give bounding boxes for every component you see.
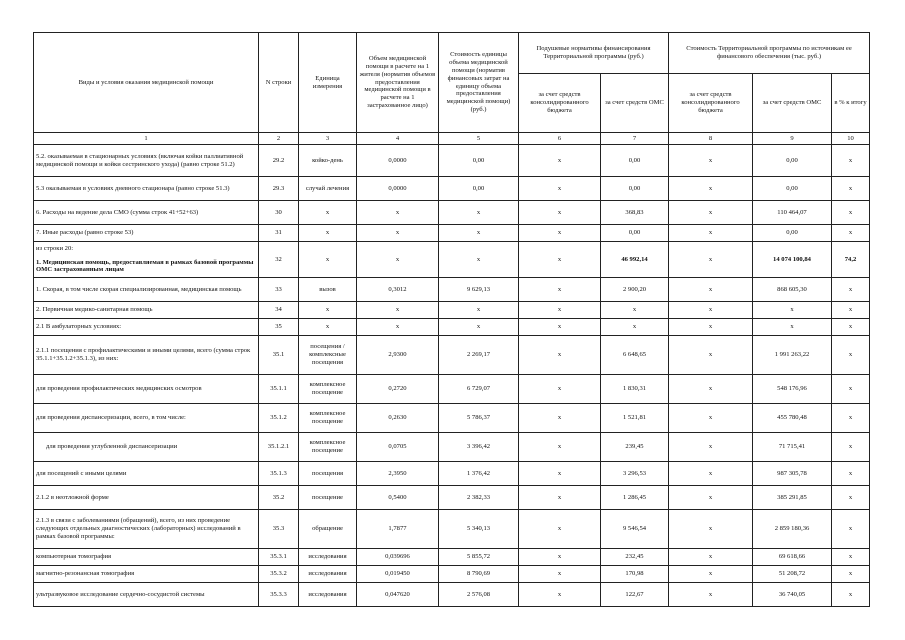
row-unit: x [299, 242, 357, 278]
program-cost-table [33, 32, 870, 607]
column-number: 3 [299, 133, 357, 145]
row-c6: x [519, 433, 601, 462]
table-row [34, 225, 870, 242]
header-oms-cost: за счет средств ОМС [753, 74, 832, 133]
row-c6: x [519, 242, 601, 278]
table-row [34, 375, 870, 404]
row-c10: x [832, 566, 870, 583]
row-c10: x [832, 510, 870, 549]
row-c10: x [832, 302, 870, 319]
row-line: 35.1.2 [259, 404, 299, 433]
table-row [34, 462, 870, 486]
header-name: Виды и условия оказания медицинской помощи [34, 33, 259, 133]
row-unit: вызов [299, 278, 357, 302]
row-name-indented: для проведения углубленной диспансеризации [46, 443, 178, 451]
row-cost: 5 786,37 [439, 404, 519, 433]
row-c9: 2 859 180,36 [753, 510, 832, 549]
row-line: 35.1 [259, 336, 299, 375]
row-line: 32 [259, 242, 299, 278]
row-c7: 239,45 [601, 433, 669, 462]
row-c6: x [519, 336, 601, 375]
row-c10: x [832, 145, 870, 177]
header-line-number: N строки [259, 33, 299, 133]
row-c7: 9 546,54 [601, 510, 669, 549]
row-volume: 0,0000 [357, 177, 439, 201]
row-volume: 0,5400 [357, 486, 439, 510]
row-name-bold: 1. Медицинская помощь, предоставляемая в рамках базовой программы ОМС застрахованным лицам [36, 258, 254, 274]
row-c8: x [669, 486, 753, 510]
row-c8: x [669, 242, 753, 278]
row-line: 35.3.3 [259, 583, 299, 607]
row-c8: x [669, 319, 753, 336]
row-unit: посещения / комплексные посещения [299, 336, 357, 375]
row-volume: x [357, 225, 439, 242]
table-row [34, 201, 870, 225]
row-c10: x [832, 583, 870, 607]
row-cost: 8 790,69 [439, 566, 519, 583]
row-volume: 0,2630 [357, 404, 439, 433]
row-cost: 0,00 [439, 177, 519, 201]
row-c9: 14 074 100,84 [753, 242, 832, 278]
row-cost: 2 269,17 [439, 336, 519, 375]
row-c10: x [832, 375, 870, 404]
row-c9: 1 991 263,22 [753, 336, 832, 375]
row-name: 1. Скорая, в том числе скорая специализированная, медицинская помощь [34, 278, 259, 302]
row-unit: комплексное посещение [299, 433, 357, 462]
row-c7: 1 830,31 [601, 375, 669, 404]
row-c6: x [519, 225, 601, 242]
header-percent-total: в % к итогу [832, 74, 870, 133]
row-name: 2.1.2 в неотложной форме [34, 486, 259, 510]
table-row [34, 145, 870, 177]
row-cost: 9 629,13 [439, 278, 519, 302]
row-unit: исследования [299, 583, 357, 607]
column-number: 6 [519, 133, 601, 145]
row-name: компьютерная томография [34, 549, 259, 566]
row-unit: исследования [299, 549, 357, 566]
table-row [34, 278, 870, 302]
header-oms: за счет средств ОМС [601, 74, 669, 133]
row-unit: x [299, 319, 357, 336]
row-c8: x [669, 462, 753, 486]
row-line: 35.1.1 [259, 375, 299, 404]
row-c6: x [519, 583, 601, 607]
table-row [34, 486, 870, 510]
row-c8: x [669, 336, 753, 375]
row-line: 35.3 [259, 510, 299, 549]
row-volume: 0,0000 [357, 145, 439, 177]
column-number: 5 [439, 133, 519, 145]
row-unit: посещения [299, 462, 357, 486]
row-name: 2.1.1 посещения с профилактическими и иными целями, всего (сумма строк 35.1.1+35.1.2+35.1.3), из них: [34, 336, 259, 375]
row-c6: x [519, 278, 601, 302]
row-cost: x [439, 225, 519, 242]
row-volume: 2,9300 [357, 336, 439, 375]
row-cost: x [439, 201, 519, 225]
row-line: 35.3.2 [259, 566, 299, 583]
row-name: для посещений с иными целями [34, 462, 259, 486]
row-c9: 455 780,48 [753, 404, 832, 433]
row-volume: 0,019450 [357, 566, 439, 583]
table-row [34, 583, 870, 607]
row-volume: x [357, 319, 439, 336]
row-unit: комплексное посещение [299, 404, 357, 433]
row-cost: 3 396,42 [439, 433, 519, 462]
row-unit: случай лечения [299, 177, 357, 201]
row-unit: комплексное посещение [299, 375, 357, 404]
row-c9: 69 618,66 [753, 549, 832, 566]
row-c6: x [519, 145, 601, 177]
row-c6: x [519, 404, 601, 433]
row-name: для проведения профилактических медицинских осмотров [34, 375, 259, 404]
row-unit: x [299, 201, 357, 225]
row-name [34, 242, 259, 278]
row-c9: 0,00 [753, 177, 832, 201]
row-c10: x [832, 462, 870, 486]
row-unit: обращение [299, 510, 357, 549]
row-name: ультразвуковое исследование сердечно-сосудистой системы [34, 583, 259, 607]
row-c8: x [669, 177, 753, 201]
row-cost: 6 729,07 [439, 375, 519, 404]
row-name: 2.1 В амбулаторных условиях: [34, 319, 259, 336]
row-c10: 74,2 [832, 242, 870, 278]
row-c10: x [832, 201, 870, 225]
row-cost: 0,00 [439, 145, 519, 177]
table-row [34, 566, 870, 583]
row-c6: x [519, 486, 601, 510]
row-c8: x [669, 549, 753, 566]
table-row [34, 302, 870, 319]
row-c7: 0,00 [601, 177, 669, 201]
row-c9: 548 176,96 [753, 375, 832, 404]
row-c7: 6 648,65 [601, 336, 669, 375]
row-line: 35.3.1 [259, 549, 299, 566]
row-c6: x [519, 549, 601, 566]
row-c7: 1 521,81 [601, 404, 669, 433]
header-volume: Объем медицинской помощи в расчете на 1 жителя (норматив объемов предоставления медицинской помощи в расчете на 1 застрахованное лицо) [357, 33, 439, 133]
row-c6: x [519, 375, 601, 404]
row-volume: 0,2720 [357, 375, 439, 404]
row-c6: x [519, 462, 601, 486]
row-cost: x [439, 319, 519, 336]
column-number: 4 [357, 133, 439, 145]
row-volume: x [357, 201, 439, 225]
row-c7: 3 296,53 [601, 462, 669, 486]
row-c8: x [669, 145, 753, 177]
row-c10: x [832, 486, 870, 510]
row-volume: 0,3012 [357, 278, 439, 302]
row-c9: 385 291,85 [753, 486, 832, 510]
row-volume: 0,0705 [357, 433, 439, 462]
row-c6: x [519, 302, 601, 319]
table-row [34, 549, 870, 566]
row-c7: 170,98 [601, 566, 669, 583]
row-c9: 868 605,30 [753, 278, 832, 302]
row-volume: x [357, 242, 439, 278]
row-line: 29.2 [259, 145, 299, 177]
row-cost: x [439, 302, 519, 319]
row-c9: x [753, 302, 832, 319]
row-c9: x [753, 319, 832, 336]
row-c6: x [519, 319, 601, 336]
row-line: 29.3 [259, 177, 299, 201]
row-c8: x [669, 278, 753, 302]
row-c8: x [669, 433, 753, 462]
row-cost: 5 340,13 [439, 510, 519, 549]
row-name: 7. Иные расходы (равно строке 53) [34, 225, 259, 242]
row-c9: 0,00 [753, 225, 832, 242]
row-c9: 36 740,05 [753, 583, 832, 607]
row-c10: x [832, 336, 870, 375]
row-c7: x [601, 319, 669, 336]
row-line: 35.1.3 [259, 462, 299, 486]
row-c10: x [832, 278, 870, 302]
row-line: 34 [259, 302, 299, 319]
header-program-cost-group: Стоимость Территориальной программы по источникам ее финансового обеспечения (тыс. руб.) [669, 33, 870, 74]
row-unit: койко-день [299, 145, 357, 177]
column-number: 8 [669, 133, 753, 145]
row-line: 33 [259, 278, 299, 302]
row-c10: x [832, 433, 870, 462]
row-c8: x [669, 583, 753, 607]
row-volume: x [357, 302, 439, 319]
row-volume: 0,039696 [357, 549, 439, 566]
row-name: 2. Первичная медико-санитарная помощь [34, 302, 259, 319]
row-c10: x [832, 177, 870, 201]
table-row [34, 510, 870, 549]
header-unit-cost: Стоимость единицы объема медицинской помощи (норматив финансовых затрат на единицу объема предоставления медицинской помощи) (руб.) [439, 33, 519, 133]
row-cost: 2 576,08 [439, 583, 519, 607]
table-row [34, 319, 870, 336]
row-c9: 0,00 [753, 145, 832, 177]
row-volume: 2,3950 [357, 462, 439, 486]
row-line: 30 [259, 201, 299, 225]
row-unit: посещение [299, 486, 357, 510]
row-name: 2.1.3 в связи с заболеваниями (обращений), всего, из них проведение следующих отдельных диагностических (лабораторных) исследований в рамках базовой программы: [34, 510, 259, 549]
column-number: 7 [601, 133, 669, 145]
row-c7: 1 286,45 [601, 486, 669, 510]
row-name: магнитно-резонансная томография [34, 566, 259, 583]
table-row [34, 242, 870, 278]
row-volume: 1,7877 [357, 510, 439, 549]
header-unit: Единица измерения [299, 33, 357, 133]
row-cost: 2 382,33 [439, 486, 519, 510]
row-c7: 0,00 [601, 145, 669, 177]
row-c10: x [832, 319, 870, 336]
row-name: 5.3 оказываемая в условиях дневного стационара (равно строке 51.3) [34, 177, 259, 201]
row-c6: x [519, 510, 601, 549]
row-c6: x [519, 177, 601, 201]
row-unit: исследования [299, 566, 357, 583]
row-c7: 46 992,14 [601, 242, 669, 278]
row-c9: 51 208,72 [753, 566, 832, 583]
row-c10: x [832, 549, 870, 566]
row-cost: 1 376,42 [439, 462, 519, 486]
row-c9: 987 305,78 [753, 462, 832, 486]
row-c9: 110 464,07 [753, 201, 832, 225]
row-c7: x [601, 302, 669, 319]
row-line: 35.1.2.1 [259, 433, 299, 462]
column-number: 9 [753, 133, 832, 145]
row-name [34, 433, 259, 462]
header-consolidated-budget: за счет средств консолидированного бюджета [519, 74, 601, 133]
row-name: для проведения диспансеризации, всего, в том числе: [34, 404, 259, 433]
row-unit: x [299, 225, 357, 242]
row-c7: 368,83 [601, 201, 669, 225]
table-row [34, 177, 870, 201]
table-row [34, 404, 870, 433]
row-name: 5.2. оказываемая в стационарных условиях (включая койки паллиативной медицинской помощи и койки сестринского ухода) (равно строке 51.2) [34, 145, 259, 177]
column-number: 10 [832, 133, 870, 145]
column-number: 1 [34, 133, 259, 145]
row-c6: x [519, 566, 601, 583]
row-unit: x [299, 302, 357, 319]
row-c8: x [669, 201, 753, 225]
row-line: 35.2 [259, 486, 299, 510]
header-consolidated-budget-cost: за счет средств консолидированного бюджета [669, 74, 753, 133]
row-c9: 71 715,41 [753, 433, 832, 462]
table-row [34, 433, 870, 462]
row-c7: 2 900,20 [601, 278, 669, 302]
row-c10: x [832, 404, 870, 433]
table-row [34, 336, 870, 375]
row-line: 35 [259, 319, 299, 336]
row-intro: из строки 20: [36, 244, 74, 252]
row-c7: 122,67 [601, 583, 669, 607]
row-line: 31 [259, 225, 299, 242]
row-c7: 0,00 [601, 225, 669, 242]
row-c6: x [519, 201, 601, 225]
row-c8: x [669, 566, 753, 583]
row-c8: x [669, 375, 753, 404]
row-c10: x [832, 225, 870, 242]
row-c8: x [669, 510, 753, 549]
row-c7: 232,45 [601, 549, 669, 566]
row-name: 6. Расходы на ведение дела СМО (сумма строк 41+52+63) [34, 201, 259, 225]
row-volume: 0,047620 [357, 583, 439, 607]
row-cost: x [439, 242, 519, 278]
row-c8: x [669, 302, 753, 319]
row-cost: 5 855,72 [439, 549, 519, 566]
column-number: 2 [259, 133, 299, 145]
row-c8: x [669, 225, 753, 242]
header-per-capita-group: Подушевые нормативы финансирования Территориальной программы (руб.) [519, 33, 669, 74]
row-c8: x [669, 404, 753, 433]
